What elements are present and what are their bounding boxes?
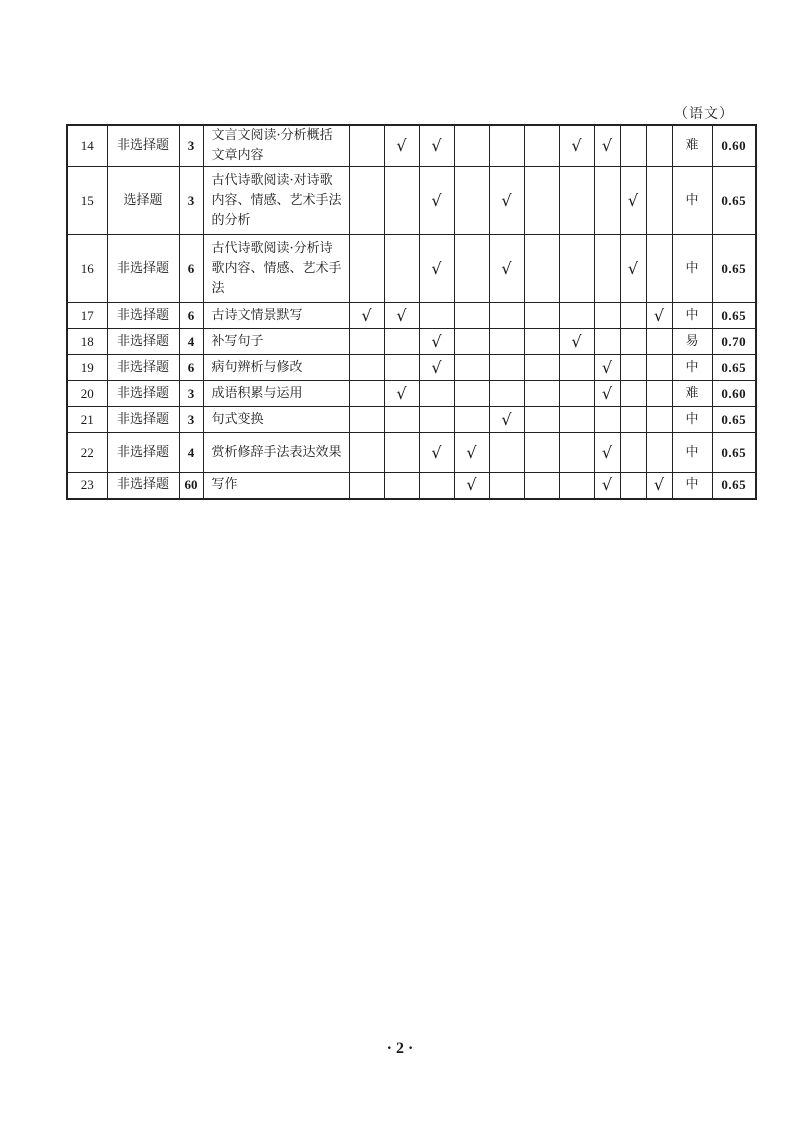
table-row xyxy=(67,329,756,355)
ability-mark-cell xyxy=(419,329,454,355)
check-mark-icon: √ xyxy=(396,383,407,403)
question-type: 非选择题 xyxy=(107,355,179,381)
difficulty: 中 xyxy=(672,235,712,303)
ability-mark-cell xyxy=(349,381,384,407)
check-mark-icon: √ xyxy=(601,475,613,495)
question-number: 18 xyxy=(67,329,107,355)
ability-mark-cell xyxy=(419,381,454,407)
ability-mark-cell xyxy=(524,433,559,473)
ability-mark-cell xyxy=(620,407,646,433)
question-score: 4 xyxy=(179,433,203,473)
ability-mark-cell xyxy=(594,235,620,303)
check-mark-icon: √ xyxy=(431,258,442,278)
ability-mark-cell xyxy=(524,303,559,329)
check-mark-icon: √ xyxy=(601,136,613,155)
ability-mark-cell xyxy=(620,381,646,407)
check-mark-icon: √ xyxy=(571,331,582,351)
ability-mark-cell xyxy=(489,303,524,329)
ability-mark-cell xyxy=(384,355,419,381)
ability-mark-cell xyxy=(559,407,594,433)
ability-mark-cell xyxy=(594,167,620,235)
ability-mark-cell xyxy=(419,433,454,473)
ability-mark-cell xyxy=(559,355,594,381)
question-content: 病句辨析与修改 xyxy=(203,355,349,381)
difficulty-coefficient: 0.65 xyxy=(712,473,756,499)
ability-mark-cell xyxy=(454,355,489,381)
ability-mark-cell xyxy=(524,381,559,407)
ability-mark-cell xyxy=(384,235,419,303)
ability-mark-cell xyxy=(454,303,489,329)
ability-mark-cell xyxy=(524,167,559,235)
ability-mark-cell xyxy=(384,303,419,329)
ability-mark-cell xyxy=(489,433,524,473)
ability-mark-cell xyxy=(349,407,384,433)
check-mark-icon: √ xyxy=(653,305,665,325)
ability-mark-cell xyxy=(489,329,524,355)
question-type: 非选择题 xyxy=(107,473,179,499)
check-mark-icon: √ xyxy=(501,258,512,278)
ability-mark-cell xyxy=(384,433,419,473)
question-content: 赏析修辞手法表达效果 xyxy=(203,433,349,473)
ability-mark-cell xyxy=(489,381,524,407)
ability-mark-cell xyxy=(349,167,384,235)
ability-mark-cell xyxy=(646,235,672,303)
ability-mark-cell xyxy=(559,303,594,329)
exam-spec-table xyxy=(66,124,757,500)
ability-mark-cell xyxy=(489,407,524,433)
question-type: 非选择题 xyxy=(107,407,179,433)
ability-mark-cell xyxy=(559,125,594,167)
ability-mark-cell xyxy=(419,407,454,433)
ability-mark-cell xyxy=(454,235,489,303)
question-content: 补写句子 xyxy=(203,329,349,355)
check-mark-icon: √ xyxy=(466,442,477,462)
ability-mark-cell xyxy=(559,381,594,407)
question-type: 非选择题 xyxy=(107,125,179,167)
question-content: 古代诗歌阅读·分析诗歌内容、情感、艺术手法 xyxy=(203,235,349,303)
ability-mark-cell xyxy=(620,167,646,235)
table-row xyxy=(67,407,756,433)
table-row xyxy=(67,167,756,235)
question-score: 4 xyxy=(179,329,203,355)
ability-mark-cell xyxy=(620,303,646,329)
check-mark-icon: √ xyxy=(431,357,442,377)
ability-mark-cell xyxy=(419,167,454,235)
ability-mark-cell xyxy=(594,473,620,499)
check-mark-icon: √ xyxy=(396,305,407,325)
check-mark-icon: √ xyxy=(501,190,512,210)
difficulty: 易 xyxy=(672,329,712,355)
ability-mark-cell xyxy=(620,125,646,167)
ability-mark-cell xyxy=(646,355,672,381)
question-number: 16 xyxy=(67,235,107,303)
check-mark-icon: √ xyxy=(431,136,442,155)
ability-mark-cell xyxy=(489,473,524,499)
check-mark-icon: √ xyxy=(501,409,512,429)
ability-mark-cell xyxy=(349,303,384,329)
ability-mark-cell xyxy=(620,355,646,381)
question-score: 3 xyxy=(179,381,203,407)
table-row xyxy=(67,473,756,499)
difficulty-coefficient: 0.65 xyxy=(712,167,756,235)
ability-mark-cell xyxy=(594,329,620,355)
question-score: 3 xyxy=(179,407,203,433)
ability-mark-cell xyxy=(419,125,454,167)
question-score: 6 xyxy=(179,235,203,303)
ability-mark-cell xyxy=(349,355,384,381)
ability-mark-cell xyxy=(620,433,646,473)
ability-mark-cell xyxy=(454,381,489,407)
ability-mark-cell xyxy=(454,433,489,473)
question-content: 句式变换 xyxy=(203,407,349,433)
ability-mark-cell xyxy=(384,125,419,167)
check-mark-icon: √ xyxy=(396,136,407,155)
question-number: 20 xyxy=(67,381,107,407)
ability-mark-cell xyxy=(594,407,620,433)
ability-mark-cell xyxy=(559,235,594,303)
difficulty: 中 xyxy=(672,473,712,499)
ability-mark-cell xyxy=(454,473,489,499)
ability-mark-cell xyxy=(489,355,524,381)
difficulty-coefficient: 0.65 xyxy=(712,235,756,303)
difficulty: 难 xyxy=(672,381,712,407)
ability-mark-cell xyxy=(384,473,419,499)
question-type: 非选择题 xyxy=(107,303,179,329)
ability-mark-cell xyxy=(559,329,594,355)
ability-mark-cell xyxy=(524,473,559,499)
check-mark-icon: √ xyxy=(431,331,442,351)
difficulty-coefficient: 0.65 xyxy=(712,433,756,473)
ability-mark-cell xyxy=(349,235,384,303)
question-score: 6 xyxy=(179,355,203,381)
ability-mark-cell xyxy=(646,433,672,473)
check-mark-icon: √ xyxy=(466,475,477,495)
ability-mark-cell xyxy=(349,433,384,473)
question-content: 写作 xyxy=(203,473,349,499)
ability-mark-cell xyxy=(489,125,524,167)
question-type: 选择题 xyxy=(107,167,179,235)
ability-mark-cell xyxy=(594,125,620,167)
question-number: 15 xyxy=(67,167,107,235)
difficulty-coefficient: 0.65 xyxy=(712,303,756,329)
ability-mark-cell xyxy=(489,167,524,235)
question-content: 古代诗歌阅读·对诗歌内容、情感、艺术手法的分析 xyxy=(203,167,349,235)
table-row xyxy=(67,381,756,407)
question-number: 17 xyxy=(67,303,107,329)
difficulty: 难 xyxy=(672,125,712,167)
question-score: 3 xyxy=(179,167,203,235)
difficulty: 中 xyxy=(672,303,712,329)
question-number: 22 xyxy=(67,433,107,473)
table-row xyxy=(67,303,756,329)
difficulty: 中 xyxy=(672,407,712,433)
table-row xyxy=(67,433,756,473)
ability-mark-cell xyxy=(419,355,454,381)
check-mark-icon: √ xyxy=(627,190,639,210)
ability-mark-cell xyxy=(349,473,384,499)
ability-mark-cell xyxy=(454,167,489,235)
difficulty-coefficient: 0.70 xyxy=(712,329,756,355)
difficulty-coefficient: 0.65 xyxy=(712,407,756,433)
difficulty-coefficient: 0.60 xyxy=(712,125,756,167)
question-content: 成语积累与运用 xyxy=(203,381,349,407)
table-row xyxy=(67,355,756,381)
ability-mark-cell xyxy=(349,125,384,167)
ability-mark-cell xyxy=(594,433,620,473)
question-number: 14 xyxy=(67,125,107,167)
difficulty: 中 xyxy=(672,433,712,473)
check-mark-icon: √ xyxy=(361,305,372,325)
ability-mark-cell xyxy=(559,433,594,473)
difficulty-coefficient: 0.60 xyxy=(712,381,756,407)
check-mark-icon: √ xyxy=(601,357,613,377)
ability-mark-cell xyxy=(419,303,454,329)
question-number: 19 xyxy=(67,355,107,381)
ability-mark-cell xyxy=(620,473,646,499)
question-score: 3 xyxy=(179,125,203,167)
ability-mark-cell xyxy=(646,167,672,235)
ability-mark-cell xyxy=(454,125,489,167)
ability-mark-cell xyxy=(384,407,419,433)
ability-mark-cell xyxy=(524,407,559,433)
question-type: 非选择题 xyxy=(107,235,179,303)
question-number: 23 xyxy=(67,473,107,499)
ability-mark-cell xyxy=(524,125,559,167)
ability-mark-cell xyxy=(524,235,559,303)
ability-mark-cell xyxy=(489,235,524,303)
question-score: 60 xyxy=(179,473,203,499)
table-row xyxy=(67,125,756,167)
page-number: · 2 · xyxy=(386,1040,414,1057)
ability-mark-cell xyxy=(454,329,489,355)
ability-mark-cell xyxy=(524,329,559,355)
question-type: 非选择题 xyxy=(107,433,179,473)
question-type: 非选择题 xyxy=(107,381,179,407)
check-mark-icon: √ xyxy=(601,383,613,403)
subject-label: （语文） xyxy=(674,106,734,122)
ability-mark-cell xyxy=(594,381,620,407)
check-mark-icon: √ xyxy=(653,475,665,495)
check-mark-icon: √ xyxy=(571,136,582,155)
difficulty: 中 xyxy=(672,355,712,381)
ability-mark-cell xyxy=(646,381,672,407)
ability-mark-cell xyxy=(384,167,419,235)
ability-mark-cell xyxy=(559,167,594,235)
check-mark-icon: √ xyxy=(431,442,442,462)
check-mark-icon: √ xyxy=(431,190,442,210)
ability-mark-cell xyxy=(524,355,559,381)
ability-mark-cell xyxy=(646,329,672,355)
ability-mark-cell xyxy=(559,473,594,499)
ability-mark-cell xyxy=(646,125,672,167)
ability-mark-cell xyxy=(419,235,454,303)
ability-mark-cell xyxy=(594,303,620,329)
ability-mark-cell xyxy=(349,329,384,355)
check-mark-icon: √ xyxy=(627,258,639,278)
check-mark-icon: √ xyxy=(601,442,613,462)
table-row xyxy=(67,235,756,303)
question-type: 非选择题 xyxy=(107,329,179,355)
question-content: 古诗文情景默写 xyxy=(203,303,349,329)
ability-mark-cell xyxy=(384,329,419,355)
difficulty: 中 xyxy=(672,167,712,235)
ability-mark-cell xyxy=(646,303,672,329)
ability-mark-cell xyxy=(594,355,620,381)
ability-mark-cell xyxy=(646,473,672,499)
ability-mark-cell xyxy=(454,407,489,433)
ability-mark-cell xyxy=(620,329,646,355)
question-score: 6 xyxy=(179,303,203,329)
question-content: 文言文阅读·分析概括文章内容 xyxy=(203,125,349,167)
question-number: 21 xyxy=(67,407,107,433)
ability-mark-cell xyxy=(646,407,672,433)
ability-mark-cell xyxy=(384,381,419,407)
difficulty-coefficient: 0.65 xyxy=(712,355,756,381)
ability-mark-cell xyxy=(620,235,646,303)
ability-mark-cell xyxy=(419,473,454,499)
